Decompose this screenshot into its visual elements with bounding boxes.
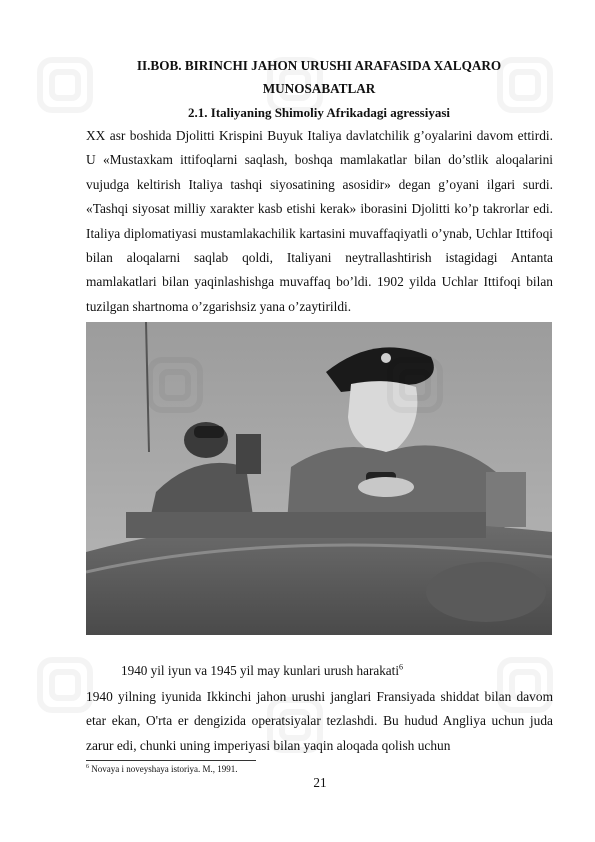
body-paragraph-2: 1940 yilning iyunida Ikkinchi jahon urushi janglari Fransiyada shiddat bilan davom etar ekan, O'rta er dengizida operatsiyalar tezlashdi. Bu hudud Angliya uchun juda zarur edi, chunki uning imperiyasi bilan yaqin aloqada qolish uchun — [86, 689, 553, 753]
caption-text: 1940 yil iyun va 1945 yil may kunlari urush harakati — [121, 663, 399, 678]
footnote-ref[interactable]: 6 — [399, 662, 403, 672]
footnote-marker: 6 — [86, 764, 89, 770]
historical-photo — [86, 322, 552, 635]
footnote — [86, 763, 237, 775]
chapter-title-line2: MUNOSABATLAR — [262, 81, 376, 96]
page-number: 21 — [313, 775, 327, 790]
tank-officers-photo-illustration — [86, 322, 552, 635]
section-title: 2.1. Italiyaning Shimoliy Afrikadagi agressiyasi — [188, 105, 450, 120]
photo-caption — [121, 662, 403, 680]
footnote-text: Novaya i noveyshaya istoriya. M., 1991. — [91, 764, 238, 774]
body-paragraph-1: XX asr boshida Djolitti Krispini Buyuk Italiya davlatchilik g’oyalarini davom ettirdi. U «Mustaxkam ittifoqlarni saqlash, boshqa mamlakatlar bilan do’stlik aloqalarini vujudga keltirish Italiya tashqi siyosatining asosidir» degan g’oyani ilgari surdi. «Tashqi siyosat milliy xarakter kasb etishi kerak» iborasini Djolitti ko’p takrorlar edi. Italiya diplomatiyasi mustamlakachilik kartasini muvaffaqiyatli o’ynab, Uchlar Ittifoqi bilan aloqalarni saqlab qoldi, Italiyani neytrallashtirish istagidagi Antanta mamlakatlari bilan yaqinlashishga muvaffaq bo’ldi. 1902 yilda Uchlar Ittifoqi bilan tuzilgan shartnoma o’zgarishsiz yana o’zaytirildi. — [86, 128, 553, 314]
chapter-title-line1: II.BOB. BIRINCHI JAHON URUSHI ARAFASIDA XALQARO — [136, 58, 502, 73]
footnote-divider — [86, 760, 256, 761]
